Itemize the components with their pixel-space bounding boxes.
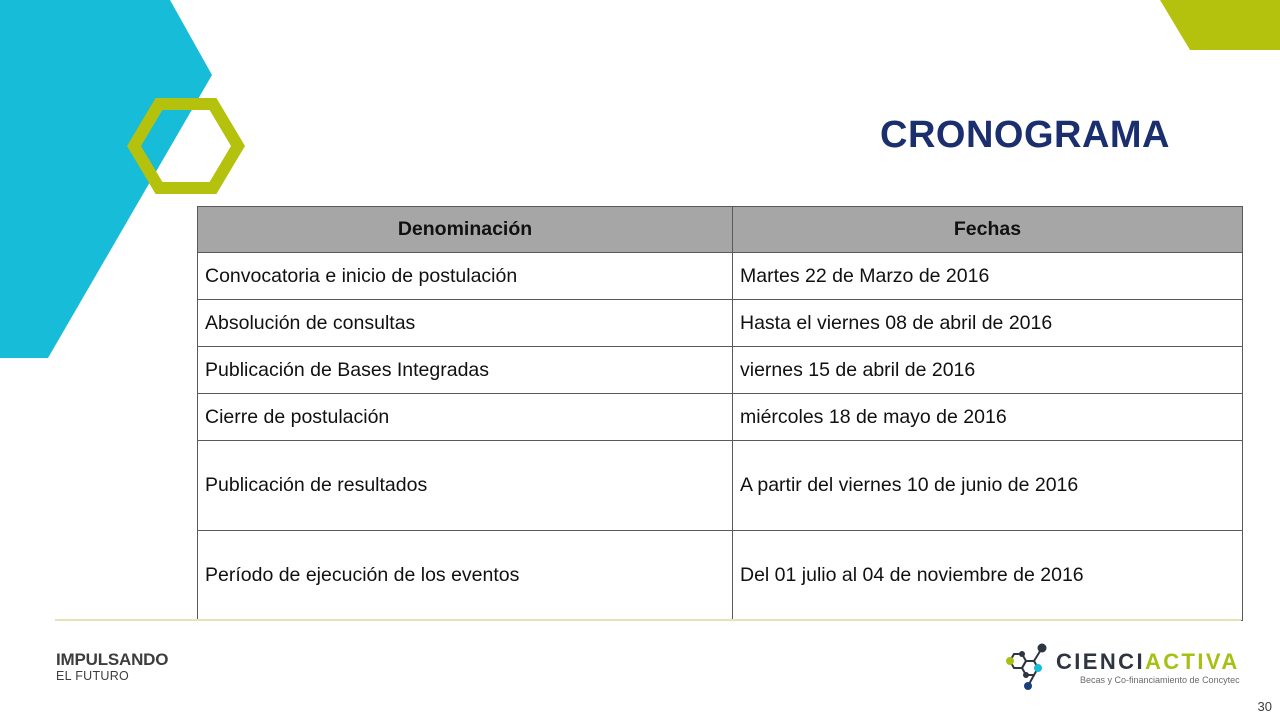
table-row: [198, 531, 1243, 621]
cell-fecha: Del 01 julio al 04 de noviembre de 2016: [733, 531, 1243, 621]
wordmark-part-2: ACTIVA: [1144, 649, 1240, 674]
cell-denominacion: Cierre de postulación: [198, 394, 733, 441]
cell-denominacion: Absolución de consultas: [198, 300, 733, 347]
cell-fecha: viernes 15 de abril de 2016: [733, 347, 1243, 394]
table-row: [198, 347, 1243, 394]
wordmark-part-1: CIENCI: [1056, 649, 1145, 674]
schedule-table: [197, 206, 1243, 621]
cell-denominacion: Convocatoria e inicio de postulación: [198, 253, 733, 300]
brand-line-2: EL FUTURO: [56, 669, 130, 683]
cienciactiva-wordmark: [1056, 649, 1240, 675]
footer-divider: [55, 619, 1241, 621]
impulsando-el-futuro-logo: [56, 651, 168, 684]
cell-fecha: A partir del viernes 10 de junio de 2016: [733, 441, 1243, 531]
cell-fecha: Hasta el viernes 08 de abril de 2016: [733, 300, 1243, 347]
table-row: [198, 253, 1243, 300]
cienciactiva-logo: [1000, 636, 1245, 692]
column-header-fechas: Fechas: [733, 207, 1243, 253]
lime-corner-shape: [1160, 0, 1280, 50]
cell-denominacion: Período de ejecución de los eventos: [198, 531, 733, 621]
page-number: 30: [1257, 699, 1272, 714]
cell-denominacion: Publicación de resultados: [198, 441, 733, 531]
table-row: [198, 300, 1243, 347]
cyan-corner-shape: [0, 0, 212, 358]
brand-line-1: IMPULSANDO: [56, 650, 169, 669]
cell-fecha: Martes 22 de Marzo de 2016: [733, 253, 1243, 300]
cell-denominacion: Publicación de Bases Integradas: [198, 347, 733, 394]
molecule-logo-icon: [1000, 636, 1056, 692]
column-header-denominacion: Denominación: [198, 207, 733, 253]
page-title: CRONOGRAMA: [880, 114, 1170, 156]
table-header-row: [198, 207, 1243, 253]
cienciactiva-tagline: Becas y Co-financiamiento de Concytec: [1080, 675, 1240, 685]
table-row: [198, 441, 1243, 531]
cell-fecha: miércoles 18 de mayo de 2016: [733, 394, 1243, 441]
table-row: [198, 394, 1243, 441]
